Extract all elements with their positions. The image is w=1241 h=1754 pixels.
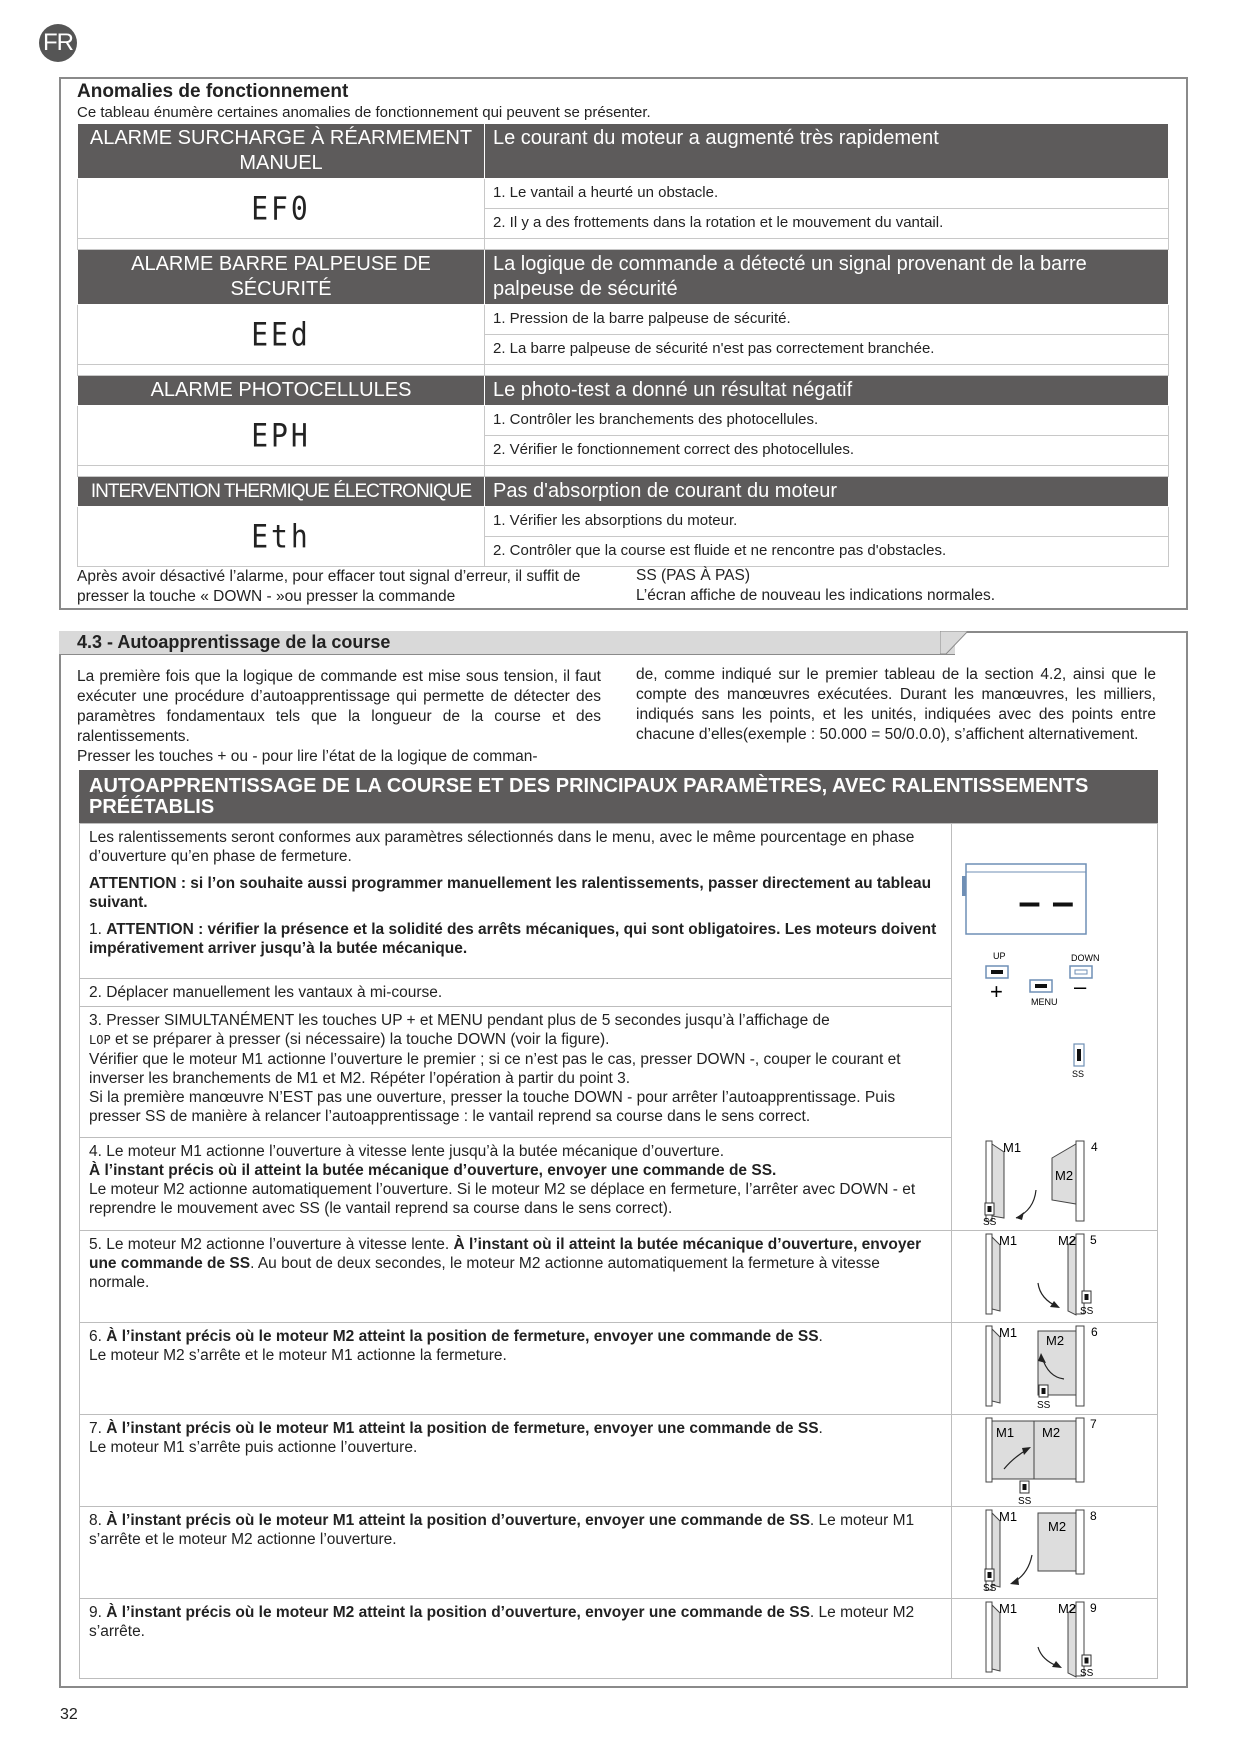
section-title: 4.3 - Autoapprentissage de la course <box>77 632 391 652</box>
svg-text:M2: M2 <box>1058 1233 1077 1248</box>
alarm-label: ALARME PHOTOCELLULES <box>78 376 485 406</box>
svg-text:M2: M2 <box>1042 1425 1061 1440</box>
svg-text:M1: M1 <box>999 1509 1018 1524</box>
step-9: 9. À l’instant précis où le moteur M2 atteint la position d’ouverture, envoyer une commande de SS. Le moteur M2 s’arrête. <box>89 1604 915 1640</box>
anomalies-footer-left: Après avoir désactivé l’alarme, pour effacer tout signal d’erreur, il suffit de presser la touche « DOWN - »ou presser la commande <box>77 568 581 605</box>
alarm-description: Le photo-test a donné un résultat négatif <box>485 376 1169 406</box>
error-code: Eth <box>78 507 485 567</box>
gate-figure-9 <box>951 1599 1158 1678</box>
svg-text:M1: M1 <box>999 1601 1018 1616</box>
step-7: 7. À l’instant précis où le moteur M1 atteint la position de fermeture, envoyer une commande de SS. Le moteur M1 s’arrête puis actionne l’ouverture. <box>89 1420 823 1456</box>
anomalies-intro: Ce tableau énumère certaines anomalies de fonctionnement qui peuvent se présenter. <box>77 104 651 121</box>
svg-text:SS: SS <box>983 1583 997 1594</box>
svg-text:M1: M1 <box>1003 1140 1022 1155</box>
svg-text:MENU: MENU <box>1031 997 1058 1007</box>
gate-figure-6 <box>951 1323 1158 1414</box>
svg-text:M1: M1 <box>999 1233 1018 1248</box>
svg-text:DOWN: DOWN <box>1071 953 1100 963</box>
svg-text:5: 5 <box>1090 1233 1097 1247</box>
page-number: 32 <box>60 1706 78 1723</box>
gate-figure-4 <box>951 1138 1158 1230</box>
alarm-description: Pas d'absorption de courant du moteur <box>485 477 1169 507</box>
step-1: Les ralentissements seront conformes aux paramètres sélectionnés dans le menu, avec le même pourcentage en phase d’ouverture qu’en phase de fermeture. ATTENTION : si l’on souhaite aussi programmer manuellement les ralentissements, passer directement au tableau suivant. 1. ATTENTION : vérifier la présence et la solidité des arrêts mécaniques, qui sont obligatoires. Les moteurs doivent impérativement arriver jusqu’à la butée mécanique. <box>89 829 937 957</box>
alarm-cause: 1. Vérifier les absorptions du moteur. <box>485 507 1169 537</box>
svg-text:6: 6 <box>1091 1325 1098 1339</box>
gate-figure-5 <box>951 1231 1158 1322</box>
svg-text:7: 7 <box>1090 1417 1097 1431</box>
alarm-cause: 1. Le vantail a heurté un obstacle. <box>485 179 1169 209</box>
svg-text:M1: M1 <box>999 1325 1018 1340</box>
svg-text:SS: SS <box>1072 1069 1085 1079</box>
step-4: 4. Le moteur M1 actionne l’ouverture à vitesse lente jusqu’à la butée mécanique d’ouverture. À l’instant précis où il atteint la butée mécanique d’ouverture, envoyer une commande de SS. Le moteur M2 actionne automatiquement l’ouverture. Si le moteur M2 se déplace en fermeture, l’arrêter avec DOWN - et reprendre le mouvement avec SS (le vantail reprend sa course dans le sens correct). <box>89 1143 916 1217</box>
step-5: 5. Le moteur M2 actionne l’ouverture à vitesse lente. À l’instant où il atteint la butée mécanique d’ouverture, envoyer une commande de SS. Au bout de deux secondes, le moteur M2 actionne automatiquement la fermeture à vitesse normale. <box>89 1236 922 1291</box>
anomalies-footer-right: SS (PAS À PAS) L’écran affiche de nouveau les indications normales. <box>636 567 996 604</box>
anomalies-title: Anomalies de fonctionnement <box>77 81 349 102</box>
svg-text:4: 4 <box>1091 1140 1098 1154</box>
alarm-cause: 1. Contrôler les branchements des photocellules. <box>485 406 1169 436</box>
svg-text:9: 9 <box>1090 1601 1097 1615</box>
alarm-description: Le courant du moteur a augmenté très rapidement <box>485 124 1169 179</box>
svg-text:UP: UP <box>993 951 1006 961</box>
svg-text:SS: SS <box>983 1217 997 1228</box>
alarm-description: La logique de commande a détecté un signal provenant de la barre palpeuse de sécurité <box>485 250 1169 305</box>
svg-text:M2: M2 <box>1058 1601 1077 1616</box>
alarm-label: ALARME BARRE PALPEUSE DE SÉCURITÉ <box>78 250 485 305</box>
svg-text:SS: SS <box>1037 1400 1051 1411</box>
svg-text:SS: SS <box>1018 1496 1032 1507</box>
svg-text:+: + <box>990 979 1003 1004</box>
display-figure <box>951 824 1157 1138</box>
intro-left: La première fois que la logique de commande est mise sous tension, il faut exécuter une procédure d’autoapprentissage qui permette de détecter des paramètres fondamentaux tels que la longueur de la course et des ralentissements. Presser les touches + ou - pour lire l’état de la logique de comman- <box>77 668 601 765</box>
anomalies-table <box>77 123 1169 567</box>
svg-text:– –: – – <box>1018 880 1074 924</box>
alarm-cause: 1. Pression de la barre palpeuse de sécurité. <box>485 305 1169 335</box>
svg-text:SS: SS <box>1080 1306 1094 1317</box>
svg-text:–: – <box>1074 974 1087 999</box>
step-3: 3. Presser SIMULTANÉMENT les touches UP + et MENU pendant plus de 5 secondes jusqu’à l’affichage de LOP et se préparer à presser (si nécessaire) la touche DOWN (voir la figure). Vérifier que le moteur M1 actionne l’ouverture le premier ; si ce n’est pas le cas, presser DOWN -, couper le courant et inverser les branchements de M1 et M2. Répéter l’opération à partir du point 3. Si la première manœuvre N’EST pas une ouverture, presser la touche DOWN - pour arrêter l’autoapprentissage. Puis presser SS de manière à relancer l’autoapprentissage : le vantail reprend sa course dans le sens correct. <box>89 1012 901 1125</box>
error-code: EEd <box>78 305 485 365</box>
alarm-label: ALARME SURCHARGE À RÉARMEMENT MANUEL <box>78 124 485 179</box>
svg-text:SS: SS <box>1080 1668 1094 1678</box>
alarm-cause: 2. Contrôler que la course est fluide et ne rencontre pas d'obstacles. <box>485 537 1169 567</box>
language-badge: FR <box>39 24 77 62</box>
procedure-table <box>79 823 1158 1679</box>
intro-right: de, comme indiqué sur le premier tableau de la section 4.2, ainsi que le compte des manœuvres exécutées. Durant les manœuvres, les milliers, indiqués sans les points, et les unités, indiquées avec des points entre chacune d’elles(exemple : 50.000 = 50/0.0.0), s’affichent alternativement. <box>636 666 1156 743</box>
step-6: 6. À l’instant précis où le moteur M2 atteint la position de fermeture, envoyer une commande de SS. Le moteur M2 s’arrête et le moteur M1 actionne la fermeture. <box>89 1328 823 1364</box>
error-code: EF0 <box>78 179 485 239</box>
svg-text:8: 8 <box>1090 1509 1097 1523</box>
alarm-label: INTERVENTION THERMIQUE ÉLECTRONIQUE <box>78 477 485 507</box>
step-8: 8. À l’instant précis où le moteur M1 atteint la position d’ouverture, envoyer une commande de SS. Le moteur M1 s’arrête et le moteur M2 actionne l’ouverture. <box>89 1512 915 1548</box>
step-2: 2. Déplacer manuellement les vantaux à mi-course. <box>89 984 443 1001</box>
svg-text:M1: M1 <box>996 1425 1015 1440</box>
svg-text:M2: M2 <box>1055 1168 1074 1183</box>
gate-figure-8 <box>951 1507 1158 1598</box>
control-panel-diagram <box>952 824 1158 1138</box>
error-code: EPH <box>78 406 485 466</box>
gate-figure-7 <box>951 1415 1158 1506</box>
svg-text:M2: M2 <box>1048 1519 1067 1534</box>
procedure-table-header: AUTOAPPRENTISSAGE DE LA COURSE ET DES PRINCIPAUX PARAMÈTRES, AVEC RALENTISSEMENTS PRÉÉTABLIS <box>79 770 1158 823</box>
section-title-bar <box>59 631 955 655</box>
svg-text:M2: M2 <box>1046 1333 1065 1348</box>
alarm-cause: 2. Il y a des frottements dans la rotation et le mouvement du vantail. <box>485 209 1169 239</box>
title-bar-slant <box>940 631 970 655</box>
alarm-cause: 2. Vérifier le fonctionnement correct des photocellules. <box>485 436 1169 466</box>
alarm-cause: 2. La barre palpeuse de sécurité n'est pas correctement branchée. <box>485 335 1169 365</box>
